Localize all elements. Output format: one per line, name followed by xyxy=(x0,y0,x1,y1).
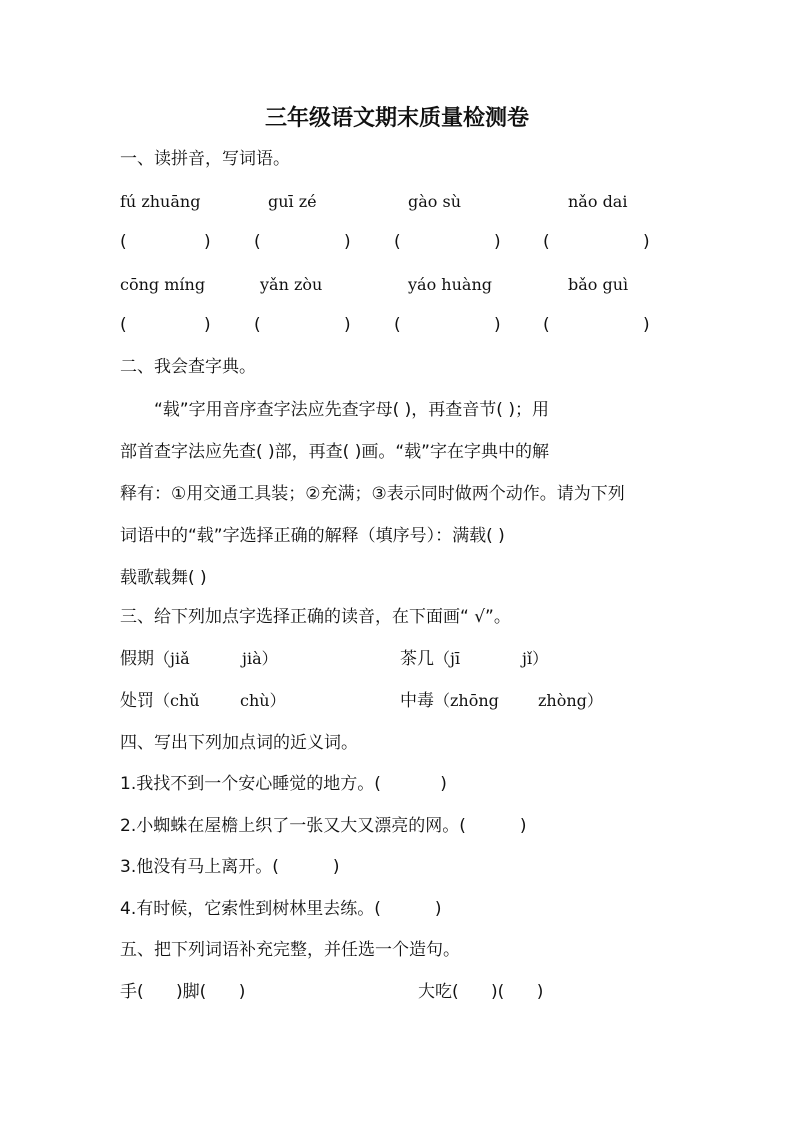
answer-blank[interactable]: ( ) xyxy=(394,232,501,252)
paragraph-line: “载”字用音序查字法应先查字母( )，再查音节( )；用 xyxy=(154,400,549,420)
answer-blank[interactable]: ( ) xyxy=(120,315,211,335)
synonym-item[interactable]: 1.我找不到一个安心睡觉的地方。( ) xyxy=(120,774,447,794)
answer-blank[interactable]: ( ) xyxy=(543,232,650,252)
reading-choice[interactable]: 处罚 （chǔ chù） xyxy=(120,691,286,711)
answer-blank[interactable]: ( ) xyxy=(394,315,501,335)
reading-choice[interactable]: 假期 （jiǎ jià） xyxy=(120,649,278,669)
section4-heading: 四、写出下列加点词的近义词。 xyxy=(120,733,358,753)
pinyin-item: yáo huàng xyxy=(408,275,492,294)
pinyin-item: cōng míng xyxy=(120,275,206,294)
pinyin-item: guī zé xyxy=(268,192,317,211)
pinyin-item: gào sù xyxy=(408,192,462,211)
synonym-item[interactable]: 2.小蜘蛛在屋檐上织了一张又大又漂亮的网。( ) xyxy=(120,816,527,836)
section2-heading: 二、我会查字典。 xyxy=(120,357,256,377)
pinyin-item: fú zhuāng xyxy=(120,192,201,211)
synonym-item[interactable]: 4.有时候，它索性到树林里去练。( ) xyxy=(120,899,442,919)
section3-heading: 三、给下列加点字选择正确的读音，在下面画“ √”。 xyxy=(120,607,511,627)
answer-blank[interactable]: ( ) xyxy=(120,232,211,252)
answer-blank[interactable]: ( ) xyxy=(254,232,351,252)
paragraph-line: 载歌载舞( ) xyxy=(120,568,207,588)
pinyin-item: nǎo dai xyxy=(568,192,628,211)
idiom-fill-item[interactable]: 手( )脚( ) xyxy=(120,982,246,1002)
answer-blank[interactable]: ( ) xyxy=(543,315,650,335)
synonym-item[interactable]: 3.他没有马上离开。( ) xyxy=(120,857,340,877)
answer-blank[interactable]: ( ) xyxy=(254,315,351,335)
paragraph-line: 部首查字法应先查( )部，再查( )画。“载”字在字典中的解 xyxy=(120,442,549,462)
dictionary-paragraph xyxy=(120,399,676,589)
reading-choice[interactable]: 茶几 （jī jǐ） xyxy=(400,649,549,669)
pinyin-item: bǎo guì xyxy=(568,275,629,294)
page-title: 三年级语文期末质量检测卷 xyxy=(264,105,529,131)
section5-heading: 五、把下列词语补充完整，并任选一个造句。 xyxy=(120,940,460,960)
idiom-fill-item[interactable]: 大吃( )( ) xyxy=(418,982,544,1002)
paragraph-line: 释有：①用交通工具装；②充满；③表示同时做两个动作。请为下列 xyxy=(120,484,625,504)
paragraph-line: 词语中的“载”字选择正确的解释（填序号）：满载( ) xyxy=(120,526,505,546)
section1-heading: 一、读拼音，写词语。 xyxy=(120,149,290,169)
pinyin-item: yǎn zòu xyxy=(260,275,323,294)
reading-choice[interactable]: 中毒 （zhōng zhòng） xyxy=(400,691,603,711)
